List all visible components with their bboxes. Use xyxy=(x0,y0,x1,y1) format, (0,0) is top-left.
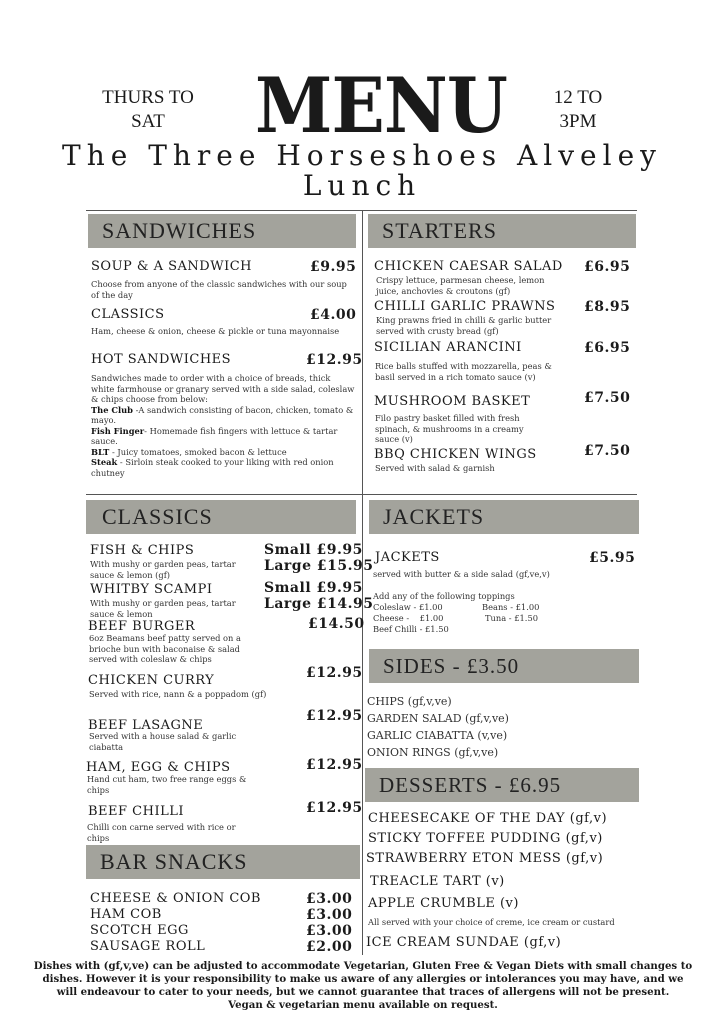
footer-line-1: Dishes with (gf,v,ve) can be adjusted to accommodate Vegetarian, Gluten Free & Vegan Diets with small changes to xyxy=(33,960,693,972)
price-mushroom-basket: £7.50 xyxy=(584,390,631,406)
middle-divider xyxy=(86,494,637,495)
fish-finger-label: Fish Finger xyxy=(91,425,145,436)
topping-tuna: Tuna - £1.50 xyxy=(485,613,538,623)
item-bbq-chicken-wings: BBQ CHICKEN WINGS xyxy=(374,447,537,462)
item-soup-sandwich: SOUP & A SANDWICH xyxy=(91,259,252,274)
item-jackets: JACKETS xyxy=(375,550,440,565)
days-label xyxy=(88,86,208,134)
item-beef-lasagne: BEEF LASAGNE xyxy=(88,718,204,733)
fish-finger-desc: - Homemade fish fingers with lettuce & tartar sauce. xyxy=(91,425,338,446)
section-sandwiches-heading: SANDWICHES xyxy=(88,214,356,248)
desc-classic-sandwiches: Ham, cheese & onion, cheese & pickle or tuna mayonnaise xyxy=(91,326,340,336)
dessert-eton-mess: STRAWBERRY ETON MESS (gf,v) xyxy=(366,851,604,866)
steak-desc: - Sirloin steak cooked to your liking with red onion chutney xyxy=(91,457,334,478)
price-scotch-egg: £3.00 xyxy=(306,923,353,939)
price-soup-sandwich: £9.95 xyxy=(310,259,357,275)
topping-beef-chilli: Beef Chilli - £1.50 xyxy=(373,624,449,634)
item-beef-burger: BEEF BURGER xyxy=(88,619,196,634)
allergen-footer xyxy=(18,960,708,1012)
days-line-2: SAT xyxy=(131,111,165,132)
menu-subtitle: Lunch xyxy=(302,169,422,202)
side-chips: CHIPS (gf,v,ve) xyxy=(367,695,452,708)
snack-ham-cob: HAM COB xyxy=(90,907,162,922)
steak-label: Steak xyxy=(91,457,118,467)
dessert-treacle-tart: TREACLE TART (v) xyxy=(370,874,505,889)
price-beef-burger: £14.50 xyxy=(308,616,365,632)
item-chilli-garlic-prawns: CHILLI GARLIC PRAWNS xyxy=(374,299,556,314)
desc-chilli-garlic-prawns: King prawns fried in chilli & garlic butter served with crusty bread (gf) xyxy=(376,315,552,336)
section-classics-heading: CLASSICS xyxy=(86,500,356,534)
price-beef-chilli: £12.95 xyxy=(306,800,363,816)
side-onion-rings: ONION RINGS (gf,v,ve) xyxy=(367,746,499,759)
hours-label xyxy=(528,86,628,134)
topping-cheese: Cheese - £1.00 xyxy=(373,613,444,623)
item-whitby-scampi: WHITBY SCAMPI xyxy=(90,582,213,597)
hours-line-1: 12 TO xyxy=(553,87,603,108)
snack-sausage-roll: SAUSAGE ROLL xyxy=(90,939,206,954)
item-sicilian-arancini: SICILIAN ARANCINI xyxy=(374,340,522,355)
topping-coleslaw: Coleslaw - £1.00 xyxy=(373,602,443,612)
hot-sandwich-intro: Sandwiches made to order with a choice of breads, thick white farmhouse or granary served with a side salad, coleslaw & chips choose from below: xyxy=(91,373,355,404)
club-label: The Club xyxy=(91,404,133,415)
price-ham-cob: £3.00 xyxy=(306,907,353,923)
section-sides-heading: SIDES - £3.50 xyxy=(369,649,639,683)
section-starters-heading: STARTERS xyxy=(368,214,636,248)
desc-soup-sandwich: Choose from anyone of the classic sandwiches with our soup of the day xyxy=(91,279,347,300)
price-hot-sandwiches: £12.95 xyxy=(306,352,363,368)
price-sicilian-arancini: £6.95 xyxy=(584,340,631,356)
item-chicken-curry: CHICKEN CURRY xyxy=(88,673,215,688)
desc-ham-egg-chips: Hand cut ham, two free range eggs & chips xyxy=(87,774,247,795)
item-beef-chilli: BEEF CHILLI xyxy=(88,804,185,819)
item-hot-sandwiches: HOT SANDWICHES xyxy=(91,352,232,367)
section-bar-snacks-heading: BAR SNACKS xyxy=(86,845,360,879)
price-jackets: £5.95 xyxy=(589,550,636,566)
menu-title: MENU xyxy=(255,61,507,150)
price-whitby-scampi-small: Small £9.95 xyxy=(264,580,363,596)
item-fish-chips: FISH & CHIPS xyxy=(90,543,195,558)
snack-cheese-onion-cob: CHEESE & ONION COB xyxy=(90,891,261,906)
desc-beef-chilli: Chilli con carne served with rice or chips xyxy=(87,822,236,843)
footer-line-4: Vegan & vegetarian menu available on request. xyxy=(228,999,498,1011)
price-chicken-curry: £12.95 xyxy=(306,665,363,681)
footer-line-2: dishes. However it is your responsibility to make us aware of any allergies or intolerances you may have, and we xyxy=(42,973,684,985)
days-line-1: THURS TO xyxy=(102,87,194,108)
desserts-note: All served with your choice of creme, ice cream or custard xyxy=(368,917,615,927)
item-ham-egg-chips: HAM, EGG & CHIPS xyxy=(86,760,231,775)
footer-line-3: will endeavour to cater to your needs, but we cannot guarantee that traces of allergens will not be present. xyxy=(56,986,670,998)
section-desserts-heading: DESSERTS - £6.95 xyxy=(365,768,639,802)
jackets-toppings-intro: Add any of the following toppings xyxy=(373,591,515,601)
desc-beef-lasagne: Served with a house salad & garlic ciabatta xyxy=(89,731,237,752)
desc-jackets: served with butter & a side salad (gf,ve,v) xyxy=(373,569,550,579)
price-beef-lasagne: £12.95 xyxy=(306,708,363,724)
price-chicken-caesar-salad: £6.95 xyxy=(584,259,631,275)
desc-beef-burger: 6oz Beamans beef patty served on a brioche bun with baconaise & salad served with coleslaw & chips xyxy=(89,633,241,664)
snack-scotch-egg: SCOTCH EGG xyxy=(90,923,189,938)
blt-label: BLT xyxy=(91,446,110,457)
dessert-ice-cream-sundae: ICE CREAM SUNDAE (gf,v) xyxy=(366,935,562,950)
price-ham-egg-chips: £12.95 xyxy=(306,757,363,773)
item-classic-sandwiches: CLASSICS xyxy=(91,307,165,322)
price-whitby-scampi-large: Large £14.95 xyxy=(264,596,374,612)
item-mushroom-basket: MUSHROOM BASKET xyxy=(374,394,531,409)
price-fish-chips-large: Large £15.95 xyxy=(264,558,374,574)
side-garden-salad: GARDEN SALAD (gf,v,ve) xyxy=(367,712,509,725)
desc-bbq-chicken-wings: Served with salad & garnish xyxy=(375,463,495,473)
desc-sicilian-arancini: Rice balls stuffed with mozzarella, peas & basil served in a rich tomato sauce (v) xyxy=(375,361,552,382)
pub-name: The Three Horseshoes Alveley xyxy=(62,139,662,172)
price-chilli-garlic-prawns: £8.95 xyxy=(584,299,631,315)
price-sausage-roll: £2.00 xyxy=(306,939,353,955)
club-desc: -A sandwich consisting of bacon, chicken, tomato & mayo. xyxy=(91,404,354,425)
price-classic-sandwiches: £4.00 xyxy=(310,307,357,323)
desc-fish-chips: With mushy or garden peas, tartar sauce & lemon (gf) xyxy=(90,559,236,580)
price-fish-chips-small: Small £9.95 xyxy=(264,542,363,558)
desc-chicken-caesar-salad: Crispy lettuce, parmesan cheese, lemon juice, anchovies & croutons (gf) xyxy=(376,275,545,296)
blt-desc: - Juicy tomatoes, smoked bacon & lettuce xyxy=(109,446,287,457)
section-jackets-heading: JACKETS xyxy=(369,500,639,534)
price-cheese-onion-cob: £3.00 xyxy=(306,891,353,907)
desc-whitby-scampi: With mushy or garden peas, tartar sauce & lemon xyxy=(90,598,236,619)
price-bbq-chicken-wings: £7.50 xyxy=(584,443,631,459)
item-chicken-caesar-salad: CHICKEN CAESAR SALAD xyxy=(374,259,563,274)
desc-mushroom-basket: Filo pastry basket filled with fresh spinach, & mushrooms in a creamy sauce (v) xyxy=(375,413,524,444)
desc-chicken-curry: Served with rice, nann & a poppadom (gf) xyxy=(89,689,267,699)
dessert-cheesecake: CHEESECAKE OF THE DAY (gf,v) xyxy=(368,811,608,826)
dessert-sticky-toffee: STICKY TOFFEE PUDDING (gf,v) xyxy=(368,831,603,846)
hours-line-2: 3PM xyxy=(559,111,597,132)
topping-beans: Beans - £1.00 xyxy=(482,602,540,612)
side-garlic-ciabatta: GARLIC CIABATTA (v,ve) xyxy=(367,729,508,742)
desc-hot-sandwiches xyxy=(91,373,355,478)
dessert-apple-crumble: APPLE CRUMBLE (v) xyxy=(368,896,519,911)
